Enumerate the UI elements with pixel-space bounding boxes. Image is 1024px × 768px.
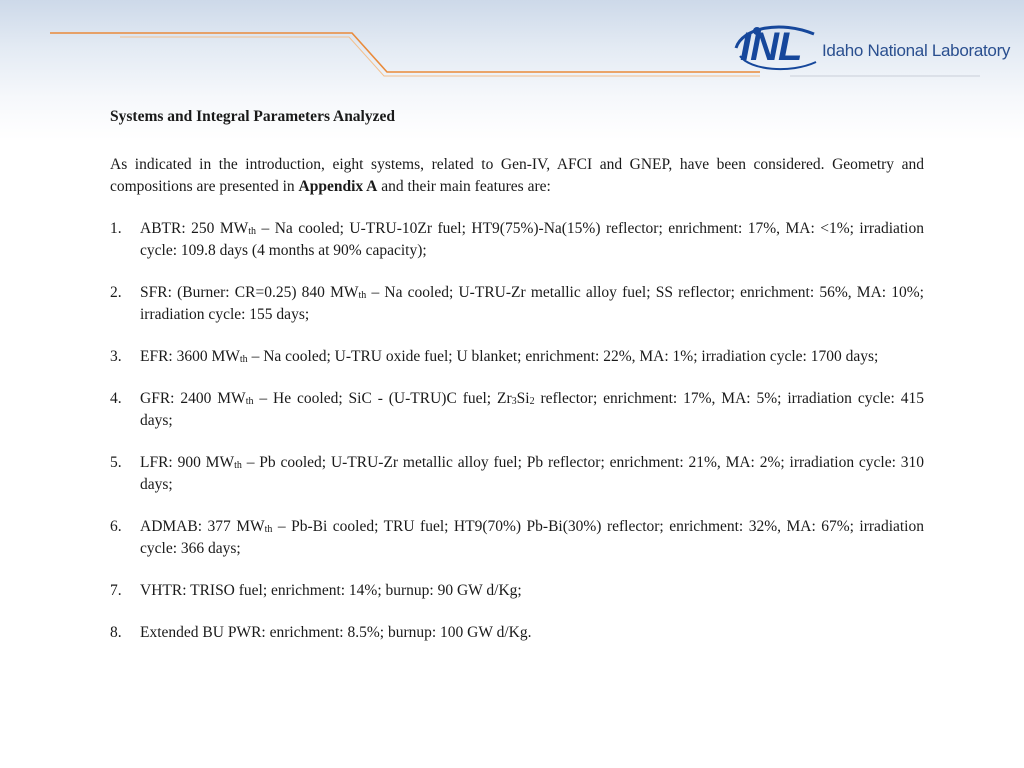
intro-paragraph xyxy=(110,154,924,198)
subscript: 3 xyxy=(511,396,517,407)
logo-mark: INL xyxy=(740,25,802,69)
system-text-rest: – Pb-Bi cooled; TRU fuel; HT9(70%) Pb-Bi(30%) reflector; enrichment: 32%, MA: 67%; irradiation cycle: 366 days; xyxy=(140,518,924,557)
list-number: 6. xyxy=(110,518,122,535)
subscript: th xyxy=(248,226,257,237)
list-number: 3. xyxy=(110,348,122,365)
system-text: LFR: 900 MW xyxy=(140,454,235,471)
subscript: th xyxy=(234,460,242,471)
system-item-admab xyxy=(110,516,924,560)
page-title: Systems and Integral Parameters Analyzed xyxy=(110,108,395,125)
system-item-efr xyxy=(110,346,924,368)
system-text: VHTR: TRISO fuel; enrichment: 14%; burnup: 90 GW d/Kg; xyxy=(140,582,522,599)
system-item-pwr xyxy=(110,622,924,644)
document-body xyxy=(110,106,924,664)
systems-list xyxy=(110,218,924,644)
system-text: GFR: 2400 MW xyxy=(140,390,246,407)
system-text: Extended BU PWR: enrichment: 8.5%; burnup: 100 GW d/Kg. xyxy=(140,624,532,641)
subscript: th xyxy=(239,354,248,365)
system-text: ADMAB: 377 MW xyxy=(140,518,265,535)
inl-logo xyxy=(730,20,1011,76)
system-item-lfr xyxy=(110,452,924,496)
system-text-rest: – Na cooled; U-TRU oxide fuel; U blanket; enrichment: 22%, MA: 1%; irradiation cycle: 1700 days; xyxy=(247,348,879,365)
system-text-rest: – Pb cooled; U-TRU-Zr metallic alloy fuel; Pb reflector; enrichment: 21%, MA: 2%; irradiation cycle: 310 days; xyxy=(140,454,924,493)
system-text-rest: – Na cooled; U-TRU-Zr metallic alloy fuel; SS reflector; enrichment: 56%, MA: 10%; irradiation cycle: 155 days; xyxy=(140,284,924,323)
appendix-reference: Appendix A xyxy=(298,178,378,195)
system-item-vhtr xyxy=(110,580,924,602)
system-text: EFR: 3600 MW xyxy=(140,348,240,365)
list-number: 2. xyxy=(110,284,122,301)
intro-text-end: and their main features are: xyxy=(377,178,551,195)
system-text-rest: – Na cooled; U-TRU-10Zr fuel; HT9(75%)-Na(15%) reflector; enrichment: 17%, MA: <1%; irradiation cycle: 109.8 days (4 months at 90% capacity); xyxy=(140,220,924,259)
system-text: ABTR: 250 MW xyxy=(140,220,249,237)
system-text: SFR: (Burner: CR=0.25) 840 MW xyxy=(140,284,359,301)
list-number: 4. xyxy=(110,390,122,407)
list-number: 5. xyxy=(110,454,122,471)
intro-text: As indicated in the introduction, eight systems, related to Gen-IV, AFCI and GNEP, have been considered. Geometry and compositions are presented in xyxy=(110,156,924,195)
logo-name: Idaho National Laboratory xyxy=(822,41,1011,60)
subscript: th xyxy=(264,524,273,535)
system-item-sfr xyxy=(110,282,924,326)
subscript: th xyxy=(358,290,367,301)
list-number: 1. xyxy=(110,220,122,237)
list-number: 7. xyxy=(110,582,122,599)
system-text-rest: Si xyxy=(516,390,530,407)
system-item-abtr xyxy=(110,218,924,262)
system-text-rest: – He cooled; SiC - (U-TRU)C fuel; Zr xyxy=(253,390,512,407)
system-item-gfr xyxy=(110,388,924,432)
subscript: th xyxy=(245,396,254,407)
system-text-rest: reflector; enrichment: 17%, MA: 5%; irradiation cycle: 415 days; xyxy=(140,390,924,429)
subscript: 2 xyxy=(529,396,535,407)
list-number: 8. xyxy=(110,624,122,641)
